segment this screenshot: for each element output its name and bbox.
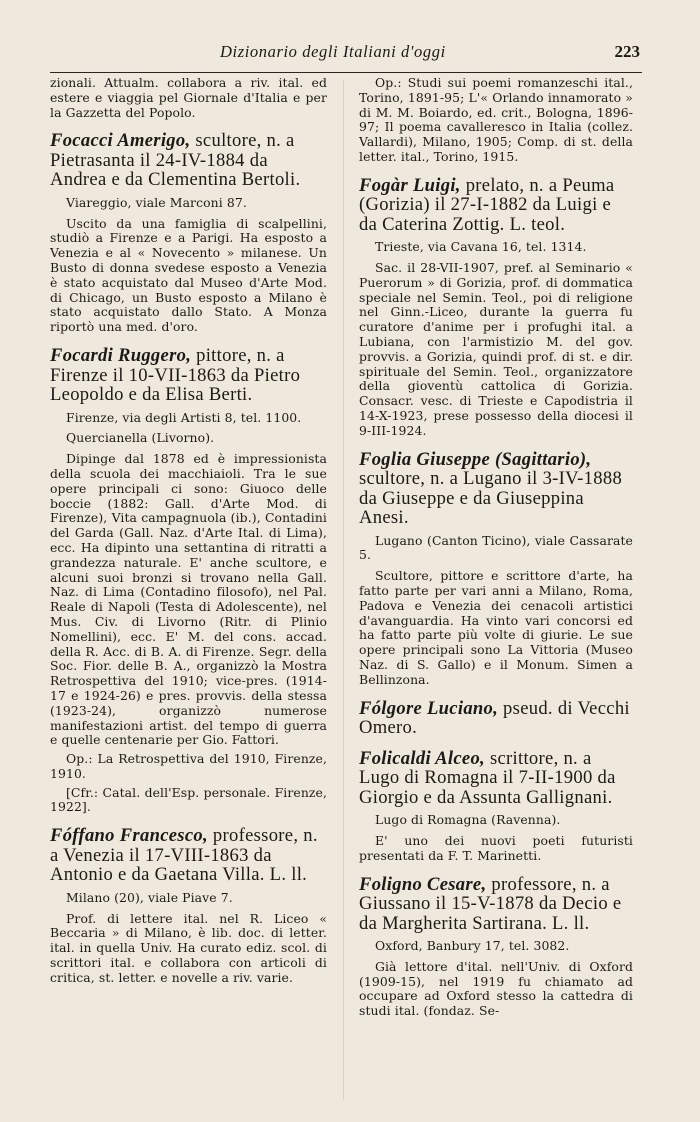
- dictionary-entry: [50, 826, 327, 985]
- entry-name: Foligno Cesare,: [359, 873, 487, 895]
- entry-heading: [359, 176, 633, 235]
- entry-heading: [50, 131, 327, 190]
- dictionary-entry: [359, 176, 633, 439]
- entry-heading: [359, 450, 633, 528]
- entry-bio-line: professore, n. a Giussano il 15-V-1878 da Decio e da Margherita Sartirana. L. ll.: [359, 873, 622, 934]
- entry-address: Firenze, via degli Artisti 8, tel. 1100.: [66, 409, 302, 425]
- entry-paragraph: Già lettore d'ital. nell'Univ. di Oxford (1909-15), nel 1919 fu chiamato ad occupare ad Oxford stesso la cattedra di studi ital. (fondaz. Se-: [359, 958, 633, 1019]
- entry-address: Milano (20), viale Piave 7.: [66, 889, 233, 905]
- running-head: [50, 42, 640, 64]
- entry-name: Fóffano Francesco,: [50, 825, 208, 847]
- entry-heading: [359, 749, 633, 808]
- entry-address: Trieste, via Cavana 16, tel. 1314.: [375, 239, 587, 255]
- dictionary-entry: [359, 699, 633, 738]
- entry-bio-line: pseud. di Vecchi Omero.: [359, 697, 630, 739]
- entry-bio-line: scultore, n. a Pietrasanta il 24-IV-1884 da Andrea e da Clementina Bertoli.: [50, 130, 301, 191]
- entry-name: Fólgore Luciano,: [359, 697, 499, 719]
- entry-paragraph: Scultore, pittore e scrittore d'arte, ha fatto parte per vari anni a Milano, Roma, Padova e Venezia dei cenacoli artistici d'avanguardia. Ha vinto vari concorsi ed ha fatto parte più volte di giurie. Le sue opere principali sono La Vittoria (Museo Naz. di S. Gallo) e il Monum. Simen a Bellinzona.: [359, 568, 633, 687]
- entry-paragraph: Op.: La Retrospettiva del 1910, Firenze, 1910.: [50, 751, 327, 781]
- entry-name: Focacci Amerigo,: [50, 130, 191, 152]
- entry-paragraph: E' uno dei nuovi poeti futuristi presentati da F. T. Marinetti.: [359, 832, 633, 863]
- dictionary-entry: [50, 131, 327, 335]
- entry-bio-line: scrittore, n. a Lugo di Romagna il 7-II-1900 da Giorgio e da Assunta Gallignani.: [359, 747, 616, 808]
- entry-bio-line: pittore, n. a Firenze il 10-VII-1863 da Pietro Leopoldo e da Elisa Berti.: [50, 345, 301, 406]
- entry-paragraph: Op.: Studi sui poemi romanzeschi ital., Torino, 1891-95; L'« Orlando innamorato » di M. M. Boiardo, ed. crit., Bologna, 1896-97; Il poema cavalleresco in Italia (collez. Vallardi), Milano, 1905; Comp. di st. della letter. ital., Torino, 1915.: [359, 75, 633, 164]
- entry-address: Oxford, Banbury 17, tel. 3082.: [375, 938, 570, 953]
- dictionary-entry: [359, 76, 633, 165]
- entry-heading: [50, 826, 327, 885]
- entry-name: Foglia Giuseppe (Sagittario),: [359, 448, 592, 470]
- dictionary-entry: [359, 875, 633, 1019]
- entry-heading: [359, 875, 633, 934]
- entry-name: Fogàr Luigi,: [359, 174, 461, 196]
- entry-paragraph: zionali. Attualm. collabora a riv. ital. ed estere e viaggia pel Giornale d'Italia e per la Gazzetta del Popolo.: [50, 75, 327, 120]
- entry-address: Viareggio, viale Marconi 87.: [66, 194, 247, 210]
- running-title: Dizionario degli Italiani d'oggi: [220, 42, 446, 61]
- entry-paragraph: Prof. di lettere ital. nel R. Liceo « Beccaria » di Milano, è lib. doc. di letter. ital. in quella Univ. Ha curato ediz. scol. di scrittori ital. e collabora con articoli di critica, st. letter. e novelle a riv. varie.: [50, 910, 327, 985]
- entry-paragraph: [Cfr.: Catal. dell'Esp. personale. Firenze, 1922].: [50, 784, 327, 815]
- left-column: [50, 76, 327, 997]
- entry-heading: [359, 699, 633, 738]
- entry-bio-line: professore, n. a Venezia il 17-VIII-1863 da Antonio e da Gaetana Villa. L. ll.: [50, 825, 318, 886]
- dictionary-entry: [50, 76, 327, 120]
- entry-name: Folicaldi Alceo,: [359, 747, 485, 769]
- right-column: [359, 76, 633, 1030]
- entry-bio-line: scultore, n. a Lugano il 3-IV-1888 da Giuseppe e da Giuseppina Anesi.: [359, 468, 623, 529]
- entry-address: Lugano (Canton Ticino), viale Cassarate 5.: [359, 532, 633, 563]
- dictionary-entry: [359, 749, 633, 864]
- column-divider: [343, 80, 344, 1100]
- entry-heading: [50, 346, 327, 405]
- entry-address: Lugo di Romagna (Ravenna).: [375, 812, 561, 828]
- dictionary-entry: [50, 346, 327, 815]
- entry-paragraph: Uscito da una famiglia di scalpellini, studiò a Firenze e a Parigi. Ha esposto a Venezia e al « Novecento » milanese. Un Busto di donna svedese esposto a Venezia è stato acquistato dal Museo d'Arte Mod. di Chicago, un Busto esposto a Milano è stato acquistato dallo Stato. A Monza riportò una med. d'oro.: [50, 215, 327, 335]
- entry-bio-line: prelato, n. a Peuma (Gorizia) il 27-I-1882 da Luigi e da Caterina Zottig. L. teol.: [359, 174, 615, 235]
- dictionary-entry: [359, 450, 633, 688]
- entry-address: Quercianella (Livorno).: [66, 430, 215, 446]
- entry-name: Focardi Ruggero,: [50, 345, 192, 367]
- entry-paragraph: Sac. il 28-VII-1907, pref. al Seminario « Puerorum » di Gorizia, prof. di dommatica speciale nel Semin. Teol., poi di religione nel Ginn.-Liceo, durante la guerra fu curatore d'anime per i profughi ital. a Lubiana, con l'armistizio M. del gov. provvis. a Gorizia, quindi prof. di st. e dir. spirituale del Semin. Teol., organizzatore della gioventù cattolica di Gorizia. Consacr. vesc. di Trieste e Capodistria il 14-X-1923, prese possesso della diocesi il 9-III-1924.: [359, 260, 633, 438]
- entry-paragraph: Dipinge dal 1878 ed è impressionista della scuola dei macchiaioli. Tra le sue opere principali ci sono: Giuoco delle boccie (1882: Gall. d'Arte Mod. di Firenze), Vita campagnuola (ib.), Contadini del Garda (Gall. Naz. d'Arte Ital. di Lima), ecc. Ha dipinto una settantina di ritratti a grandezza naturale. E' anche scultore, e alcuni suoi bronzi si trovano nella Gall. Naz. di Lima (Contadino filosofo), nel Pal. Reale di Napoli (Testa di Adolescente), nel Mus. Civ. di Livorno (Ritr. di Plinio Nomellini), ecc. E' M. del cons. accad. della R. Acc. di B. A. di Firenze. Segr. della Soc. Fior. delle B. A., organizzò la Mostra Retrospettiva del 1910; vice-pres. (1914-17 e 1924-26) e pres. provvis. della stessa (1923-24), organizzò numerose manifestazioni artist. del tempo di guerra e quelle centenarie per Gio. Fattori.: [50, 451, 327, 748]
- header-rule: [50, 72, 642, 73]
- page-number: 223: [614, 42, 640, 61]
